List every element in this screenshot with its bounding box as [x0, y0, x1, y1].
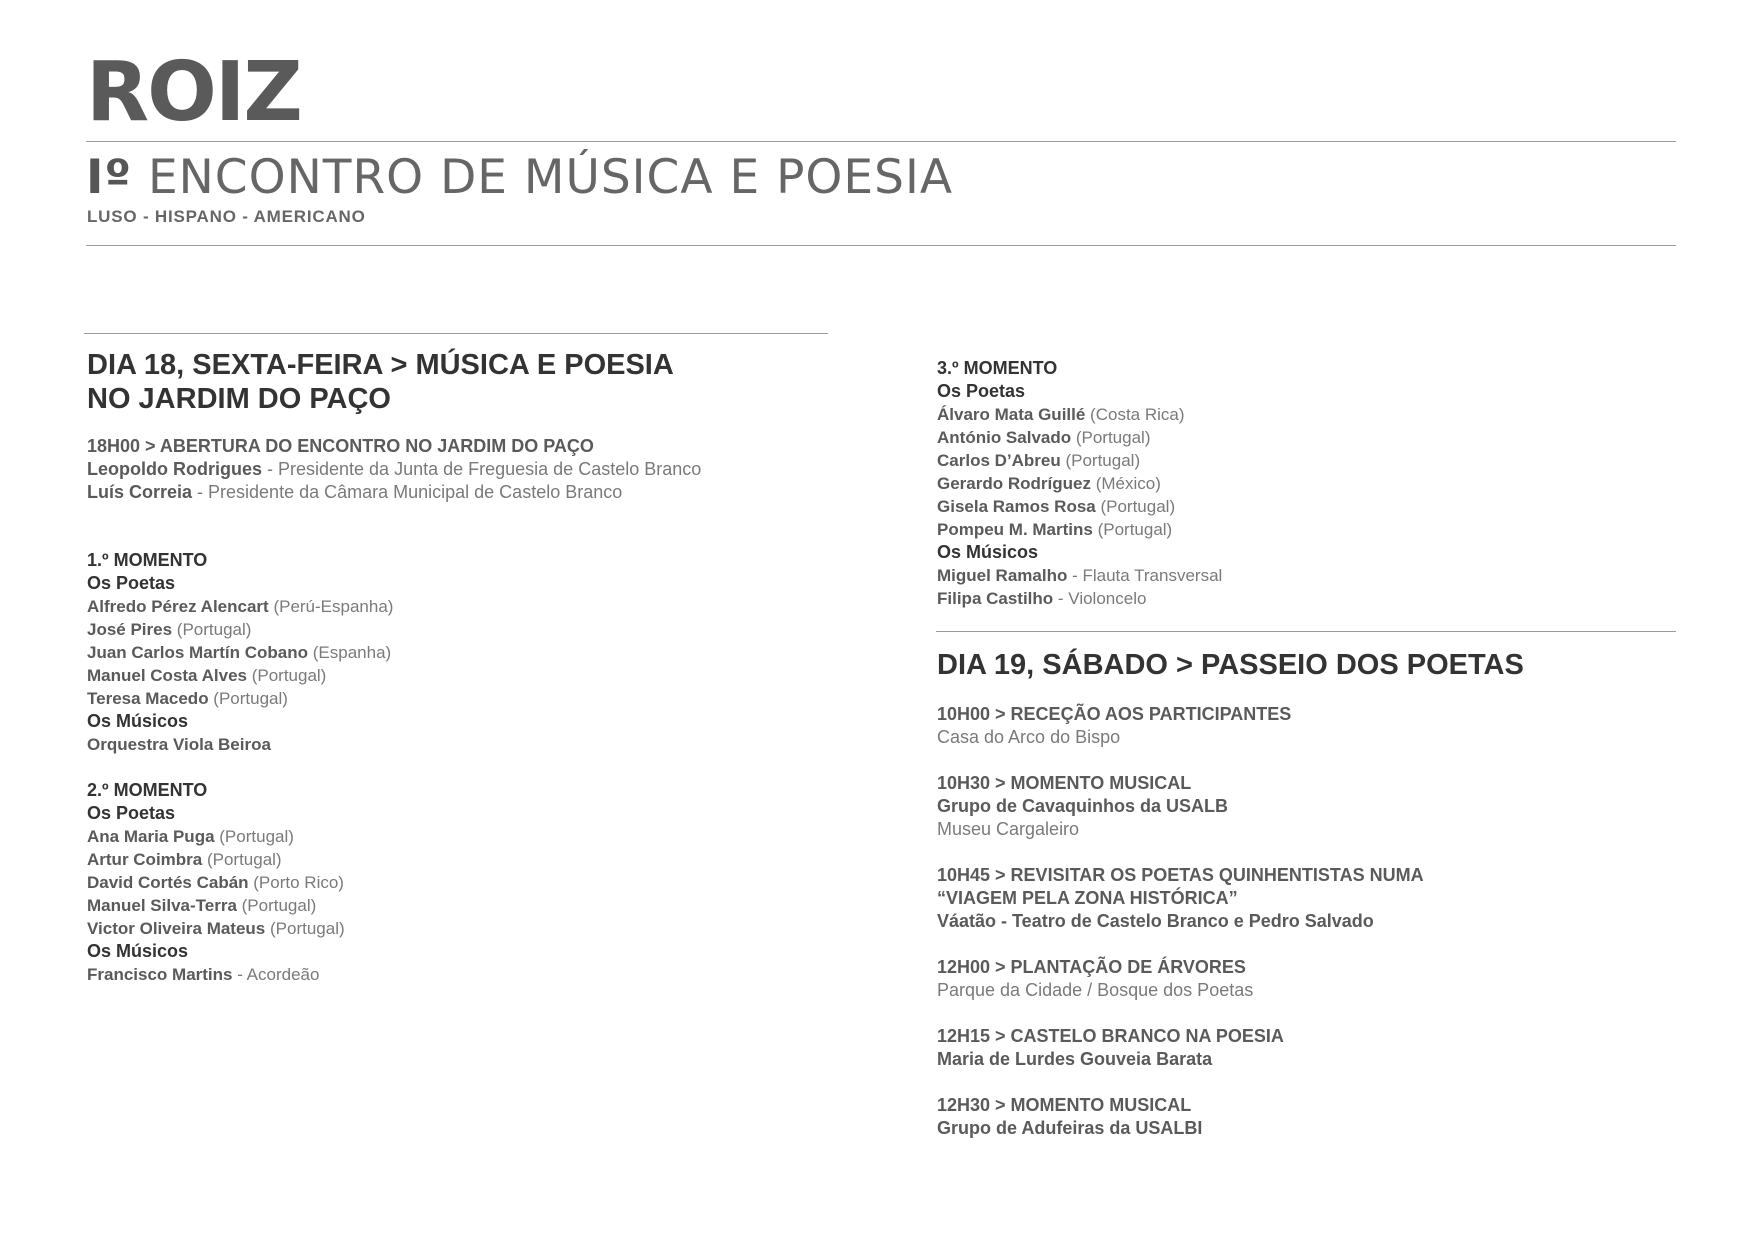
header-divider-bottom	[86, 245, 1676, 246]
poet-name: Gisela Ramos Rosa	[937, 497, 1096, 516]
poet-entry	[937, 472, 1222, 495]
event-tagline: LUSO - HISPANO - AMERICANO	[87, 207, 366, 226]
day18-section	[87, 348, 674, 416]
musician-entry	[87, 733, 393, 756]
poet-origin: (Portugal)	[1071, 428, 1151, 447]
page-title: ROIZ	[86, 45, 301, 140]
poet-entry	[87, 848, 345, 871]
event-performer: Grupo de Adufeiras da USALBI	[937, 1118, 1203, 1138]
poet-name: Artur Coimbra	[87, 850, 203, 869]
speaker-name: Leopoldo Rodrigues	[87, 459, 262, 479]
musician-entry	[937, 564, 1222, 587]
event-performer: Váatão - Teatro de Castelo Branco e Pedro Salvado	[937, 911, 1374, 931]
poet-name: Manuel Costa Alves	[87, 666, 247, 685]
event-location: Museu Cargaleiro	[937, 819, 1080, 839]
day18-opening	[87, 435, 701, 504]
poet-entry	[87, 595, 393, 618]
day18-title	[87, 348, 674, 416]
day19-event	[937, 1025, 1284, 1071]
day19-divider	[936, 631, 1676, 632]
event-heading: 10H30 > MOMENTO MUSICAL	[937, 773, 1192, 793]
musician-instrument: - Violoncelo	[1053, 589, 1147, 608]
day18-title-line1: DIA 18, SEXTA-FEIRA > MÚSICA E POESIA	[87, 349, 674, 381]
poet-name: Carlos D’Abreu	[937, 451, 1061, 470]
event-location: Parque da Cidade / Bosque dos Poetas	[937, 980, 1254, 1000]
day19-event	[937, 703, 1291, 749]
poet-name: Gerardo Rodríguez	[937, 474, 1091, 493]
day19-title: DIA 19, SÁBADO > PASSEIO DOS POETAS	[937, 649, 1524, 681]
opening-speaker	[87, 481, 701, 504]
poet-origin: (Portugal)	[246, 666, 327, 685]
poet-entry	[87, 664, 393, 687]
poet-entry	[937, 518, 1222, 541]
poet-origin: (Espanha)	[308, 643, 392, 662]
opening-heading: 18H00 > ABERTURA DO ENCONTRO NO JARDIM DO PAÇO	[87, 436, 594, 456]
moment3-block	[937, 357, 1222, 610]
moment1-poets-label: Os Poetas	[87, 573, 176, 593]
musician-name: Francisco Martins	[87, 965, 233, 984]
speaker-role: - Presidente da Câmara Municipal de Castelo Branco	[192, 482, 623, 502]
moment3-heading: 3.º MOMENTO	[937, 358, 1058, 378]
event-heading: 12H00 > PLANTAÇÃO DE ÁRVORES	[937, 957, 1246, 977]
musician-name: Miguel Ramalho	[937, 566, 1068, 585]
poet-origin: (Portugal)	[208, 689, 288, 708]
musician-entry	[937, 587, 1222, 610]
event-name: ENCONTRO DE MÚSICA E POESIA	[132, 150, 953, 205]
event-heading: 12H15 > CASTELO BRANCO NA POESIA	[937, 1026, 1284, 1046]
moment3-poets-label: Os Poetas	[937, 381, 1026, 401]
poet-origin: (Perú-Espanha)	[268, 597, 394, 616]
musician-entry	[87, 963, 345, 986]
event-heading-cont: “VIAGEM PELA ZONA HISTÓRICA”	[937, 888, 1238, 908]
moment2-block	[87, 779, 345, 986]
event-heading: 12H30 > MOMENTO MUSICAL	[937, 1095, 1192, 1115]
poet-name: Pompeu M. Martins	[937, 520, 1093, 539]
moment2-poets-label: Os Poetas	[87, 803, 176, 823]
poet-entry	[937, 426, 1222, 449]
poet-entry	[87, 687, 393, 710]
moment1-block	[87, 549, 393, 756]
poet-name: David Cortés Cabán	[87, 873, 249, 892]
poet-name: Alfredo Pérez Alencart	[87, 597, 269, 616]
poet-entry	[87, 871, 345, 894]
poet-name: Ana Maria Puga	[87, 827, 215, 846]
poet-name: Manuel Silva-Terra	[87, 896, 237, 915]
poet-origin: (Costa Rica)	[1085, 405, 1185, 424]
moment2-musicians-label: Os Músicos	[87, 941, 189, 961]
day19-event	[937, 1094, 1202, 1140]
opening-speaker	[87, 458, 701, 481]
poet-origin: (Portugal)	[1095, 497, 1176, 516]
day18-title-line2: NO JARDIM DO PAÇO	[87, 383, 391, 415]
poet-origin: (Portugal)	[265, 919, 345, 938]
header-divider-top	[86, 141, 1676, 142]
poet-name: Victor Oliveira Mateus	[87, 919, 266, 938]
event-performer: Maria de Lurdes Gouveia Barata	[937, 1049, 1213, 1069]
poet-origin: (Portugal)	[1092, 520, 1173, 539]
moment2-heading: 2.º MOMENTO	[87, 780, 208, 800]
event-subtitle	[86, 150, 953, 206]
poet-origin: (Porto Rico)	[248, 873, 344, 892]
poet-name: António Salvado	[937, 428, 1072, 447]
poet-entry	[87, 641, 393, 664]
day18-divider	[84, 333, 828, 334]
event-location: Casa do Arco do Bispo	[937, 727, 1121, 747]
moment3-musicians-label: Os Músicos	[937, 542, 1039, 562]
poet-entry	[87, 825, 345, 848]
poet-entry	[937, 449, 1222, 472]
day19-event	[937, 864, 1424, 933]
day19-event	[937, 956, 1253, 1002]
poet-name: Teresa Macedo	[87, 689, 209, 708]
poet-origin: (Portugal)	[202, 850, 282, 869]
event-heading: 10H00 > RECEÇÃO AOS PARTICIPANTES	[937, 704, 1292, 724]
speaker-role: - Presidente da Junta de Freguesia de Castelo Branco	[262, 459, 702, 479]
poet-entry	[87, 917, 345, 940]
musician-instrument: - Flauta Transversal	[1067, 566, 1223, 585]
poet-entry	[87, 894, 345, 917]
moment1-musicians-label: Os Músicos	[87, 711, 189, 731]
poet-origin: (Portugal)	[1060, 451, 1141, 470]
musician-instrument: - Acordeão	[232, 965, 320, 984]
event-performer: Grupo de Cavaquinhos da USALB	[937, 796, 1229, 816]
poet-origin: (Portugal)	[214, 827, 294, 846]
musician-name: Orquestra Viola Beiroa	[87, 735, 271, 754]
musician-name: Filipa Castilho	[937, 589, 1054, 608]
poet-origin: (México)	[1090, 474, 1161, 493]
edition-number: Iº	[86, 150, 132, 205]
poet-entry	[937, 403, 1222, 426]
day19-section	[937, 648, 1524, 682]
poet-entry	[87, 618, 393, 641]
poet-entry	[937, 495, 1222, 518]
moment1-heading: 1.º MOMENTO	[87, 550, 208, 570]
poet-origin: (Portugal)	[172, 620, 252, 639]
poet-name: José Pires	[87, 620, 173, 639]
poet-origin: (Portugal)	[236, 896, 317, 915]
speaker-name: Luís Correia	[87, 482, 193, 502]
event-heading: 10H45 > REVISITAR OS POETAS QUINHENTISTAS NUMA	[937, 865, 1424, 885]
day19-event	[937, 772, 1228, 841]
poet-name: Álvaro Mata Guillé	[937, 405, 1086, 424]
poet-name: Juan Carlos Martín Cobano	[87, 643, 309, 662]
